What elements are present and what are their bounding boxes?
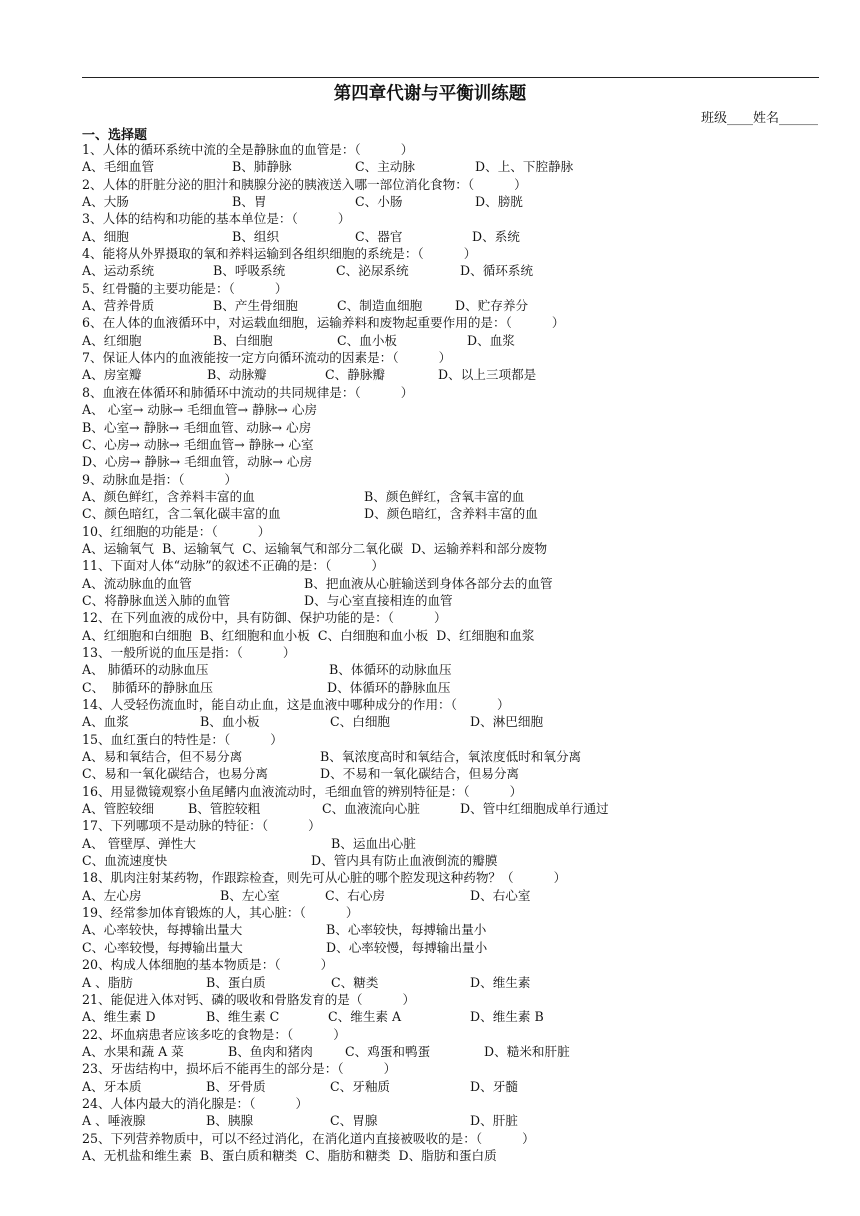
question-stem bbox=[82, 956, 822, 973]
question-stem bbox=[82, 384, 822, 401]
option-text: C、血流速度快 bbox=[82, 853, 168, 869]
line-text: 14、人受轻伤流血时，能自动止血，这是血液中哪种成分的作用：（ ） bbox=[82, 697, 510, 712]
option-text: D、心率较慢，每搏输出量小 bbox=[326, 939, 488, 955]
option-text: D、管中红细胞成单行通过 bbox=[460, 801, 609, 817]
option-text: D、淋巴细胞 bbox=[470, 714, 544, 730]
answer-options bbox=[82, 332, 822, 349]
answer-options bbox=[82, 835, 822, 852]
option-text: C、糖类 bbox=[331, 974, 379, 990]
option-text: A、运动系统 bbox=[82, 263, 155, 279]
option-text: B、胰腺 bbox=[206, 1113, 254, 1129]
option-text: B、运血出心脏 bbox=[331, 835, 416, 851]
line-text: 7、保证人体内的血液能按一定方向循环流动的因素是：（ ） bbox=[82, 350, 452, 366]
option-text: C、血液流向心脏 bbox=[322, 801, 420, 817]
option-text: B、蛋白质 bbox=[206, 974, 266, 990]
question-stem bbox=[82, 869, 822, 886]
option-text: B、氧浓度高时和氧结合，氧浓度低时和氧分离 bbox=[320, 749, 582, 765]
question-stem bbox=[82, 210, 822, 227]
option-text: D、膀胱 bbox=[475, 194, 523, 210]
option-text: D、牙髓 bbox=[470, 1078, 518, 1094]
option-text: D、循环系统 bbox=[460, 263, 534, 279]
line-text: 21、能促进入体对钙、磷的吸收和骨胳发育的是（ ） bbox=[82, 991, 416, 1007]
answer-options bbox=[82, 679, 822, 696]
option-text: B、体循环的动脉血压 bbox=[329, 662, 452, 678]
option-text: D、与心室直接相连的血管 bbox=[304, 592, 453, 608]
answer-options bbox=[82, 800, 822, 817]
option-text: B、把血液从心脏输送到身体各部分去的血管 bbox=[304, 575, 553, 591]
answer-options bbox=[82, 974, 822, 991]
option-text: C、颜色暗红，含二氧化碳丰富的血 bbox=[82, 506, 281, 522]
question-stem bbox=[82, 349, 822, 366]
question-stem bbox=[82, 280, 822, 297]
option-text: C、小肠 bbox=[355, 194, 403, 210]
question-stem bbox=[82, 696, 822, 713]
line-text: 4、能将从外界摄取的氧和养料运输到各组织细胞的系统是：（ ） bbox=[82, 246, 477, 262]
option-text: C、器官 bbox=[355, 228, 403, 244]
option-text: A、 肺循环的动脉血压 bbox=[82, 662, 209, 678]
option-text: B、颜色鲜红，含氧丰富的血 bbox=[364, 488, 525, 504]
line-text: 18、肌肉注射某药物，作跟踪检查，则先可从心脏的哪个腔发现这种药物？（ ） bbox=[82, 870, 567, 886]
answer-options bbox=[82, 575, 822, 592]
option-text: D、不易和一氧化碳结合，但易分离 bbox=[320, 766, 520, 782]
answer-options bbox=[82, 193, 822, 210]
option-text: C、静脉瓣 bbox=[325, 367, 386, 383]
option-text: B、鱼肉和猪肉 bbox=[228, 1043, 313, 1059]
question-stem bbox=[82, 1095, 822, 1112]
answer-options bbox=[82, 852, 822, 869]
question-stem bbox=[82, 557, 822, 574]
option-text: A、易和氧结合，但不易分离 bbox=[82, 749, 243, 765]
line-text: 15、血红蛋白的特性是：（ ） bbox=[82, 731, 283, 747]
question-stem bbox=[82, 1130, 822, 1147]
answer-options bbox=[82, 1112, 822, 1129]
answer-options bbox=[82, 1078, 822, 1095]
answer-options bbox=[82, 1043, 822, 1060]
option-text: D、右心室 bbox=[470, 887, 531, 903]
answer-options bbox=[82, 921, 822, 938]
question-stem bbox=[82, 176, 822, 193]
option-text: B、组织 bbox=[232, 228, 280, 244]
question-stem bbox=[82, 245, 822, 262]
option-text: C、维生素 A bbox=[328, 1009, 402, 1025]
line-text: 13、一般所说的血压是指：（ ） bbox=[82, 644, 296, 660]
option-text: A、细胞 bbox=[82, 228, 129, 244]
question-stem bbox=[82, 817, 822, 834]
option-text: A、左心房 bbox=[82, 887, 142, 903]
answer-options bbox=[82, 366, 822, 383]
option-text: A、 管壁厚、弹性大 bbox=[82, 835, 196, 851]
option-text: A、颜色鲜红，含养料丰富的血 bbox=[82, 488, 255, 504]
option-text: D、维生素 B bbox=[470, 1009, 544, 1025]
option-text: A、房室瓣 bbox=[82, 367, 142, 383]
line-text: 20、构成人体细胞的基本物质是：（ ） bbox=[82, 957, 334, 973]
option-text: B、管腔较粗 bbox=[188, 801, 261, 817]
question-list bbox=[82, 141, 822, 1164]
option-text: A、毛细血管 bbox=[82, 159, 155, 175]
option-text: B、左心室 bbox=[220, 887, 280, 903]
line-text: 23、牙齿结构中，损坏后不能再生的部分是：（ ） bbox=[82, 1061, 397, 1077]
option-text: B、白细胞 bbox=[213, 332, 273, 348]
answer-options bbox=[82, 228, 822, 245]
line-text: A、红细胞和白细胞 B、红细胞和血小板 C、白细胞和血小板 D、红细胞和血浆 bbox=[82, 627, 535, 643]
option-text: D、系统 bbox=[472, 228, 520, 244]
option-text: A、牙本质 bbox=[82, 1078, 142, 1094]
question-stem bbox=[82, 991, 822, 1008]
answer-options bbox=[82, 419, 822, 436]
option-text: A、维生素 D bbox=[82, 1009, 156, 1025]
question-stem bbox=[82, 314, 822, 331]
question-stem bbox=[82, 471, 822, 488]
line-text: 11、下面对人体“动脉”的叙述不正确的是：（ ） bbox=[82, 558, 384, 574]
option-text: C、泌尿系统 bbox=[336, 263, 409, 279]
option-text: B、心率较快，每搏输出量小 bbox=[326, 922, 487, 938]
option-text: A、水果和蔬 A 菜 bbox=[82, 1043, 184, 1059]
option-text: A、血浆 bbox=[82, 714, 129, 730]
line-text: 17、下列哪项不是动脉的特征：（ ） bbox=[82, 818, 321, 834]
option-text: C、血小板 bbox=[337, 332, 398, 348]
option-text: D、糙米和肝脏 bbox=[484, 1043, 570, 1059]
option-text: D、颜色暗红，含养料丰富的血 bbox=[364, 506, 538, 522]
option-text: A、心率较快，每搏输出量大 bbox=[82, 922, 243, 938]
option-text: D、贮存养分 bbox=[455, 298, 529, 314]
answer-options bbox=[82, 1147, 822, 1164]
answer-options bbox=[82, 887, 822, 904]
line-text: 5、红骨髓的主要功能是：（ ） bbox=[82, 280, 288, 296]
option-text: D、上、下腔静脉 bbox=[475, 159, 574, 175]
option-text: C、白细胞 bbox=[330, 714, 391, 730]
answer-options bbox=[82, 158, 822, 175]
line-text: A、 心室→ 动脉→ 毛细血管→ 静脉→ 心房 bbox=[82, 402, 318, 418]
header-rule bbox=[82, 77, 819, 78]
line-text: 8、血液在体循环和肺循环中流动的共同规律是：（ ） bbox=[82, 384, 414, 400]
line-text: 25、下列营养物质中，可以不经过消化，在消化道内直接被吸收的是：（ ） bbox=[82, 1130, 535, 1146]
line-text: A、运输氧气 B、运输氧气 C、运输氧气和部分二氧化碳 D、运输养料和部分废物 bbox=[82, 540, 548, 556]
answer-options bbox=[82, 939, 822, 956]
answer-options bbox=[82, 1008, 822, 1025]
answer-options bbox=[82, 262, 822, 279]
option-text: D、血浆 bbox=[467, 332, 515, 348]
question-stem bbox=[82, 523, 822, 540]
option-text: A 、唾液腺 bbox=[82, 1113, 146, 1129]
line-text: D、心房→ 静脉→ 毛细血管，动脉→ 心房 bbox=[82, 454, 313, 470]
option-text: C、牙釉质 bbox=[330, 1078, 391, 1094]
question-stem bbox=[82, 1060, 822, 1077]
option-text: C、制造血细胞 bbox=[337, 298, 423, 314]
line-text: 22、坏血病患者应该多吃的食物是：（ ） bbox=[82, 1026, 346, 1042]
answer-options bbox=[82, 453, 822, 470]
option-text: B、肺静脉 bbox=[232, 159, 292, 175]
class-name-fields: 班级____姓名______ bbox=[700, 111, 818, 126]
line-text: C、心房→ 动脉→ 毛细血管→ 静脉→ 心室 bbox=[82, 436, 314, 452]
option-text: C、心率较慢，每搏输出量大 bbox=[82, 939, 243, 955]
question-stem bbox=[82, 783, 822, 800]
option-text: A、红细胞 bbox=[82, 332, 142, 348]
option-text: C、 肺循环的静脉血压 bbox=[82, 679, 213, 695]
question-stem bbox=[82, 904, 822, 921]
section-title: 一、选择题 bbox=[82, 128, 148, 143]
option-text: C、易和一氧化碳结合，也易分离 bbox=[82, 766, 268, 782]
answer-options bbox=[82, 505, 822, 522]
option-text: D、肝脏 bbox=[470, 1113, 518, 1129]
answer-options bbox=[82, 765, 822, 782]
line-text: 3、人体的结构和功能的基本单位是：（ ） bbox=[82, 211, 351, 227]
line-text: 6、在人体的血液循环中，对运载血细胞，运输养料和废物起重要作用的是：（ ） bbox=[82, 315, 565, 331]
option-text: C、右心房 bbox=[325, 887, 386, 903]
option-text: B、牙骨质 bbox=[206, 1078, 266, 1094]
line-text: 16、用显微镜观察小鱼尾鳍内血液流动时，毛细血管的辨别特征是：（ ） bbox=[82, 783, 523, 799]
option-text: D、体循环的静脉血压 bbox=[327, 679, 451, 695]
option-text: C、鸡蛋和鸭蛋 bbox=[345, 1043, 431, 1059]
question-stem bbox=[82, 1026, 822, 1043]
option-text: A、管腔较细 bbox=[82, 801, 155, 817]
answer-options bbox=[82, 297, 822, 314]
option-text: B、维生素 C bbox=[206, 1009, 280, 1025]
page-title: 第四章代谢与平衡训练题 bbox=[333, 84, 527, 104]
option-text: D、以上三项都是 bbox=[438, 367, 537, 383]
line-text: 2、人体的肝脏分泌的胆汁和胰腺分泌的胰液送入哪一部位消化食物：（ ） bbox=[82, 176, 527, 192]
line-text: 12、在下列血液的成份中，具有防御、保护功能的是：（ ） bbox=[82, 610, 447, 626]
answer-options bbox=[82, 748, 822, 765]
option-text: A、流动脉血的血管 bbox=[82, 575, 192, 591]
line-text: A、无机盐和维生素 B、蛋白质和糖类 C、脂肪和糖类 D、脂肪和蛋白质 bbox=[82, 1147, 497, 1163]
answer-options bbox=[82, 627, 822, 644]
option-text: C、将静脉血送入肺的血管 bbox=[82, 592, 231, 608]
option-text: C、主动脉 bbox=[355, 159, 416, 175]
answer-options bbox=[82, 661, 822, 678]
option-text: A、大肠 bbox=[82, 194, 129, 210]
line-text: 1、人体的循环系统中流的全是静脉血的血管是：（ ） bbox=[82, 142, 414, 157]
option-text: B、血小板 bbox=[200, 714, 260, 730]
option-text: B、产生骨细胞 bbox=[213, 298, 298, 314]
option-text: B、呼吸系统 bbox=[213, 263, 286, 279]
answer-options bbox=[82, 540, 822, 557]
answer-options bbox=[82, 592, 822, 609]
question-stem bbox=[82, 731, 822, 748]
question-stem bbox=[82, 609, 822, 626]
answer-options bbox=[82, 713, 822, 730]
line-text: 10、红细胞的功能是：（ ） bbox=[82, 523, 271, 539]
line-text: 24、人体内最大的消化腺是：（ ） bbox=[82, 1095, 309, 1111]
option-text: A、营养骨质 bbox=[82, 298, 155, 314]
answer-options bbox=[82, 436, 822, 453]
option-text: B、动脉瓣 bbox=[207, 367, 267, 383]
question-stem bbox=[82, 141, 822, 158]
option-text: D、维生素 bbox=[470, 974, 531, 990]
option-text: C、胃腺 bbox=[330, 1113, 378, 1129]
option-text: D、管内具有防止血液倒流的瓣膜 bbox=[311, 853, 498, 869]
line-text: 9、动脉血是指：（ ） bbox=[82, 471, 238, 487]
answer-options bbox=[82, 401, 822, 418]
option-text: A 、脂肪 bbox=[82, 974, 133, 990]
question-stem bbox=[82, 644, 822, 661]
line-text: B、心室→ 静脉→ 毛细血管、动脉→ 心房 bbox=[82, 419, 312, 435]
answer-options bbox=[82, 488, 822, 505]
line-text: 19、经常参加体育锻炼的人，其心脏：（ ） bbox=[82, 905, 359, 921]
option-text: B、胃 bbox=[232, 194, 267, 210]
